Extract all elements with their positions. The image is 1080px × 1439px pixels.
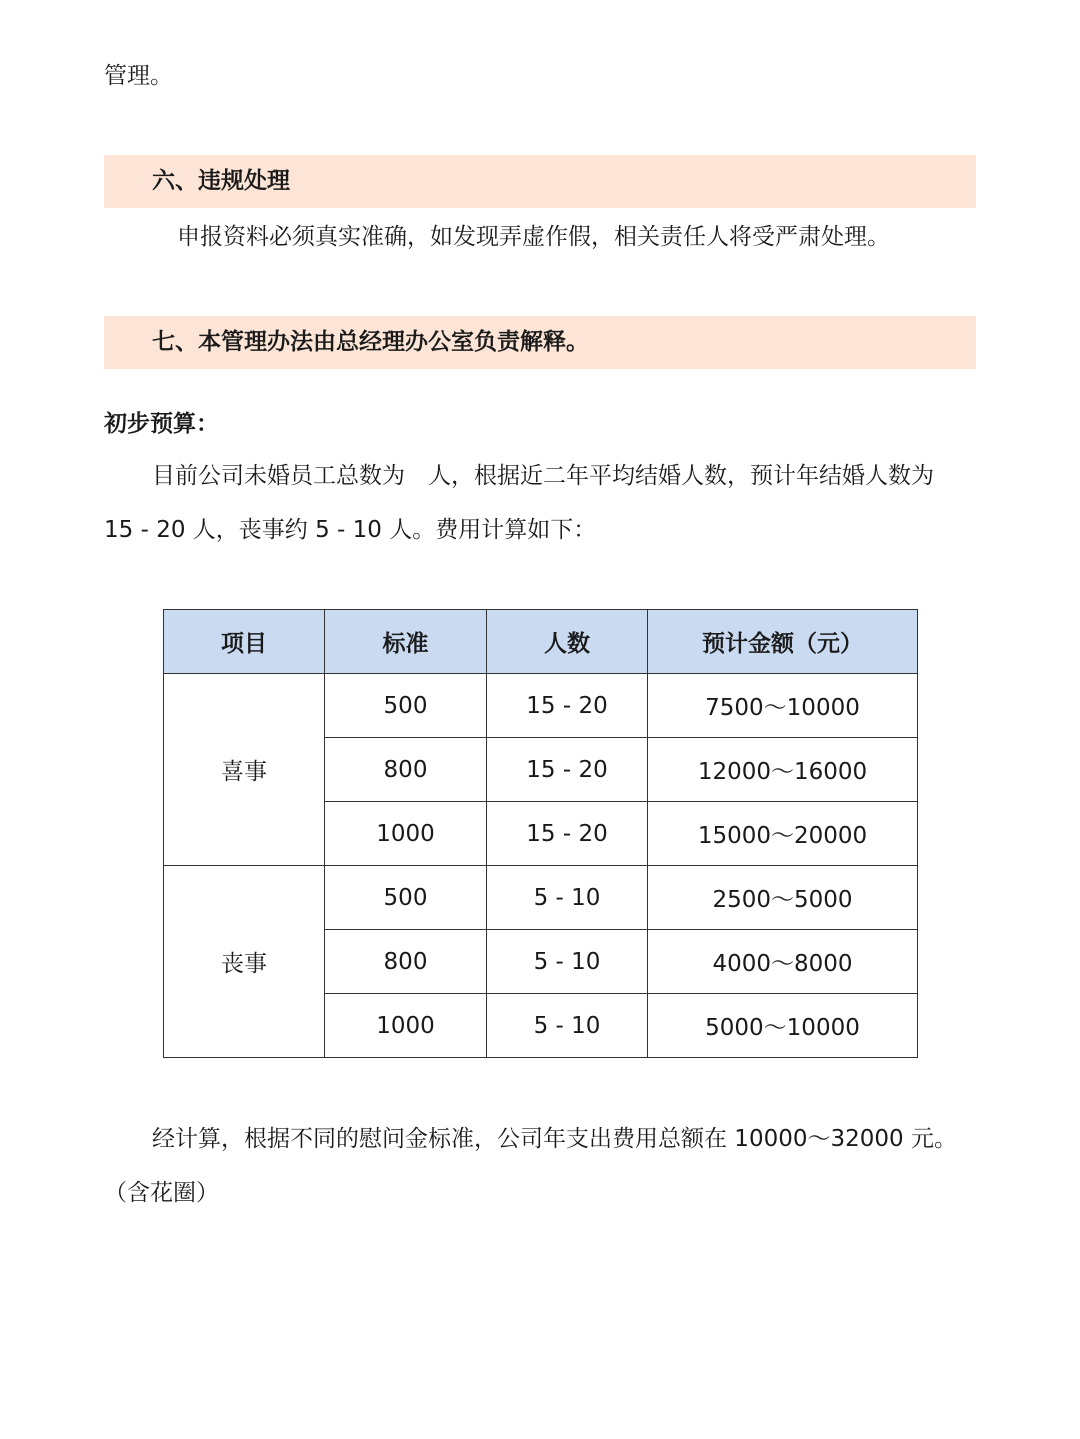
header-amount: 预计金额（元） [648,610,918,674]
section-6-heading: 六、违规处理 [152,168,290,194]
header-item: 项目 [164,610,325,674]
summary-line-1: 经计算，根据不同的慰问金标准，公司年支出费用总额在 10000～32000 元。 [152,1126,957,1152]
budget-paragraph-line-2: 15 - 20 人，丧事约 5 - 10 人。费用计算如下： [104,517,597,543]
count-cell: 5 - 10 [487,994,648,1058]
intro-tail-text: 管理。 [104,63,173,89]
group-item-cell: 丧事 [164,866,325,1058]
section-7-banner [104,316,976,369]
header-standard: 标准 [325,610,487,674]
count-cell: 5 - 10 [487,930,648,994]
budget-title: 初步预算： [104,411,219,437]
section-6-banner [104,155,976,208]
amount-cell: 4000～8000 [648,930,918,994]
group-item-cell: 喜事 [164,674,325,866]
standard-cell: 1000 [325,994,487,1058]
budget-paragraph-line-1: 目前公司未婚员工总数为 人，根据近二年平均结婚人数，预计年结婚人数为 [152,463,934,489]
count-cell: 15 - 20 [487,802,648,866]
amount-cell: 12000～16000 [648,738,918,802]
standard-cell: 800 [325,738,487,802]
table-row [164,866,918,930]
budget-table [163,609,918,1058]
count-cell: 15 - 20 [487,674,648,738]
amount-cell: 2500～5000 [648,866,918,930]
standard-cell: 800 [325,930,487,994]
section-7-heading: 七、本管理办法由总经理办公室负责解释。 [152,329,589,355]
standard-cell: 500 [325,674,487,738]
amount-cell: 15000～20000 [648,802,918,866]
table-header-row [164,610,918,674]
count-cell: 15 - 20 [487,738,648,802]
header-count: 人数 [487,610,648,674]
section-6-body: 申报资料必须真实准确，如发现弄虚作假，相关责任人将受严肃处理。 [177,224,890,250]
amount-cell: 7500～10000 [648,674,918,738]
standard-cell: 500 [325,866,487,930]
summary-line-2: （含花圈） [104,1180,219,1206]
amount-cell: 5000～10000 [648,994,918,1058]
standard-cell: 1000 [325,802,487,866]
count-cell: 5 - 10 [487,866,648,930]
table-row [164,674,918,738]
